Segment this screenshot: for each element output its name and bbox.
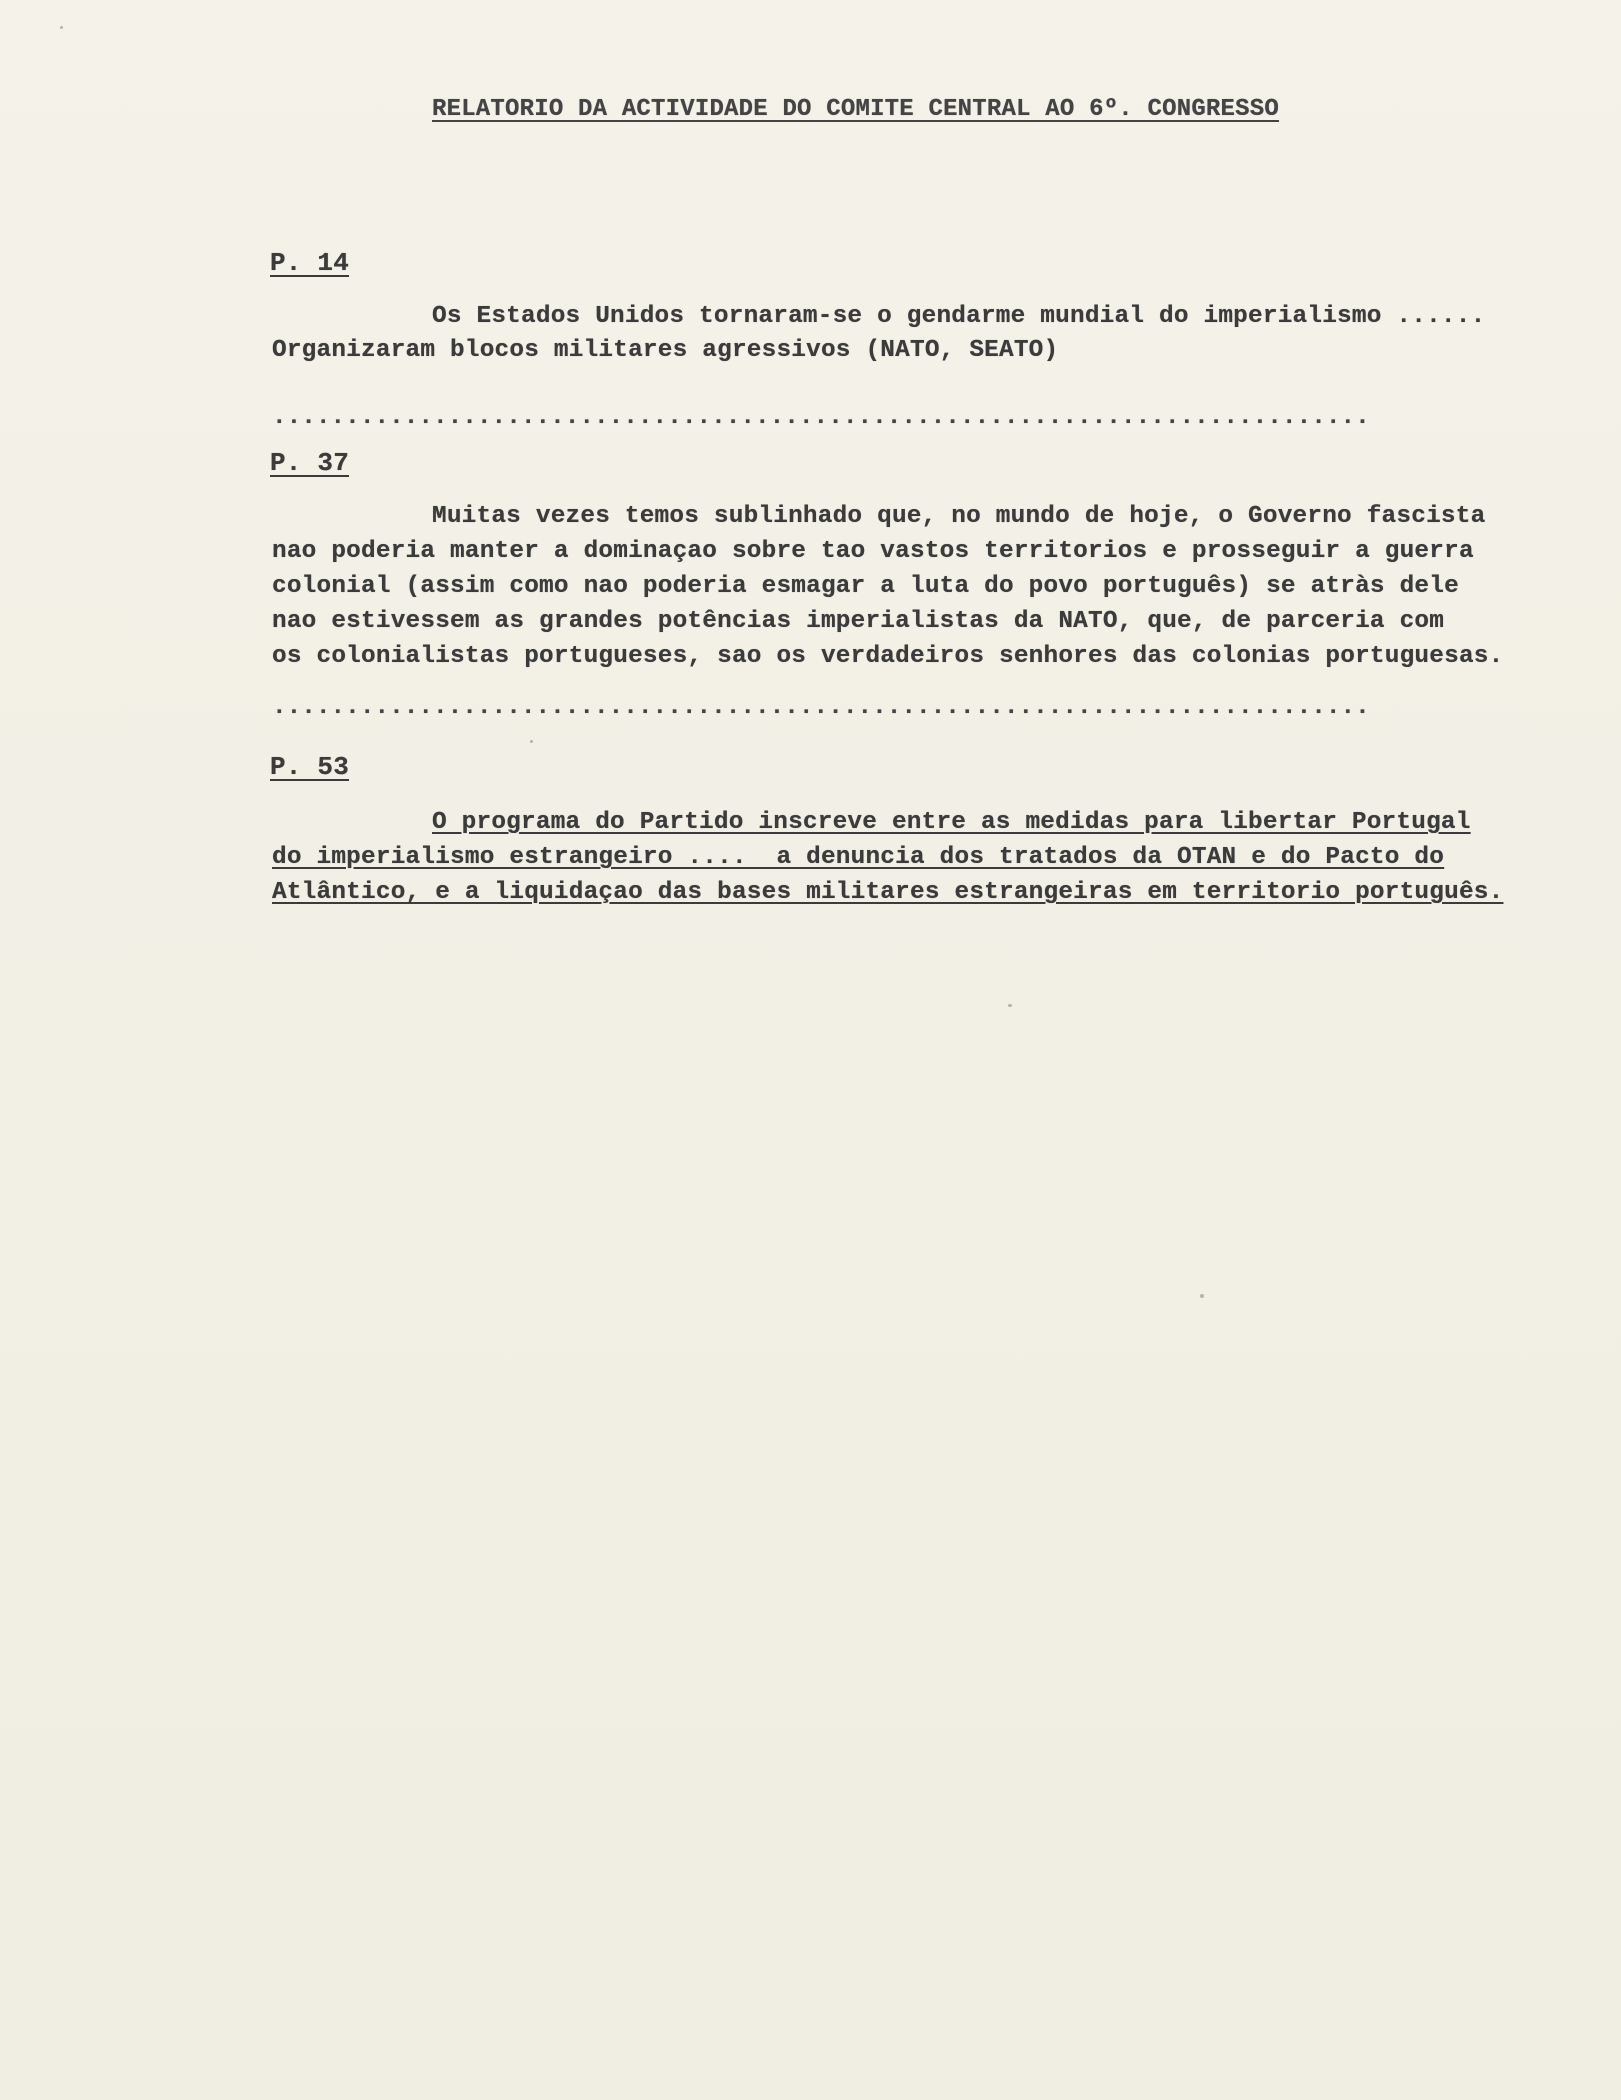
page-title: RELATORIO DA ACTIVIDADE DO COMITE CENTRAL AO 6º. CONGRESSO xyxy=(432,96,1279,123)
paper-speck xyxy=(60,26,63,29)
separator-2: ........................................................................... xyxy=(272,694,1370,721)
p53-line-2: do imperialismo estrangeiro .... a denuncia dos tratados da OTAN e do Pacto do xyxy=(272,844,1445,871)
separator-1: ........................................................................... xyxy=(272,404,1370,431)
paper-speck xyxy=(1008,1004,1012,1007)
section-ref-p37: P. 37 xyxy=(270,448,350,478)
p37-line-1: Muitas vezes temos sublinhado que, no mundo de hoje, o Governo fascista xyxy=(432,503,1486,530)
section-ref-p14: P. 14 xyxy=(270,248,350,278)
p37-line-4: nao estivessem as grandes potências imperialistas da NATO, que, de parceria com xyxy=(272,608,1445,635)
p37-line-2: nao poderia manter a dominaçao sobre tao vastos territorios e prosseguir a guerra xyxy=(272,538,1474,565)
p14-line-2: Organizaram blocos militares agressivos (NATO, SEATO) xyxy=(272,337,1059,364)
p14-line-1: Os Estados Unidos tornaram-se o gendarme mundial do imperialismo ...... xyxy=(432,303,1486,330)
p53-line-3: Atlântico, e a liquidaçao das bases militares estrangeiras em territorio português. xyxy=(272,879,1504,906)
paper-speck xyxy=(530,740,533,743)
p37-line-5: os colonialistas portugueses, sao os verdadeiros senhores das colonias portuguesas. xyxy=(272,643,1504,670)
p53-line-1: O programa do Partido inscreve entre as medidas para libertar Portugal xyxy=(432,809,1471,836)
section-ref-p53: P. 53 xyxy=(270,752,350,782)
paper-speck xyxy=(1200,1294,1204,1298)
p37-line-3: colonial (assim como nao poderia esmagar a luta do povo português) se atràs dele xyxy=(272,573,1459,600)
